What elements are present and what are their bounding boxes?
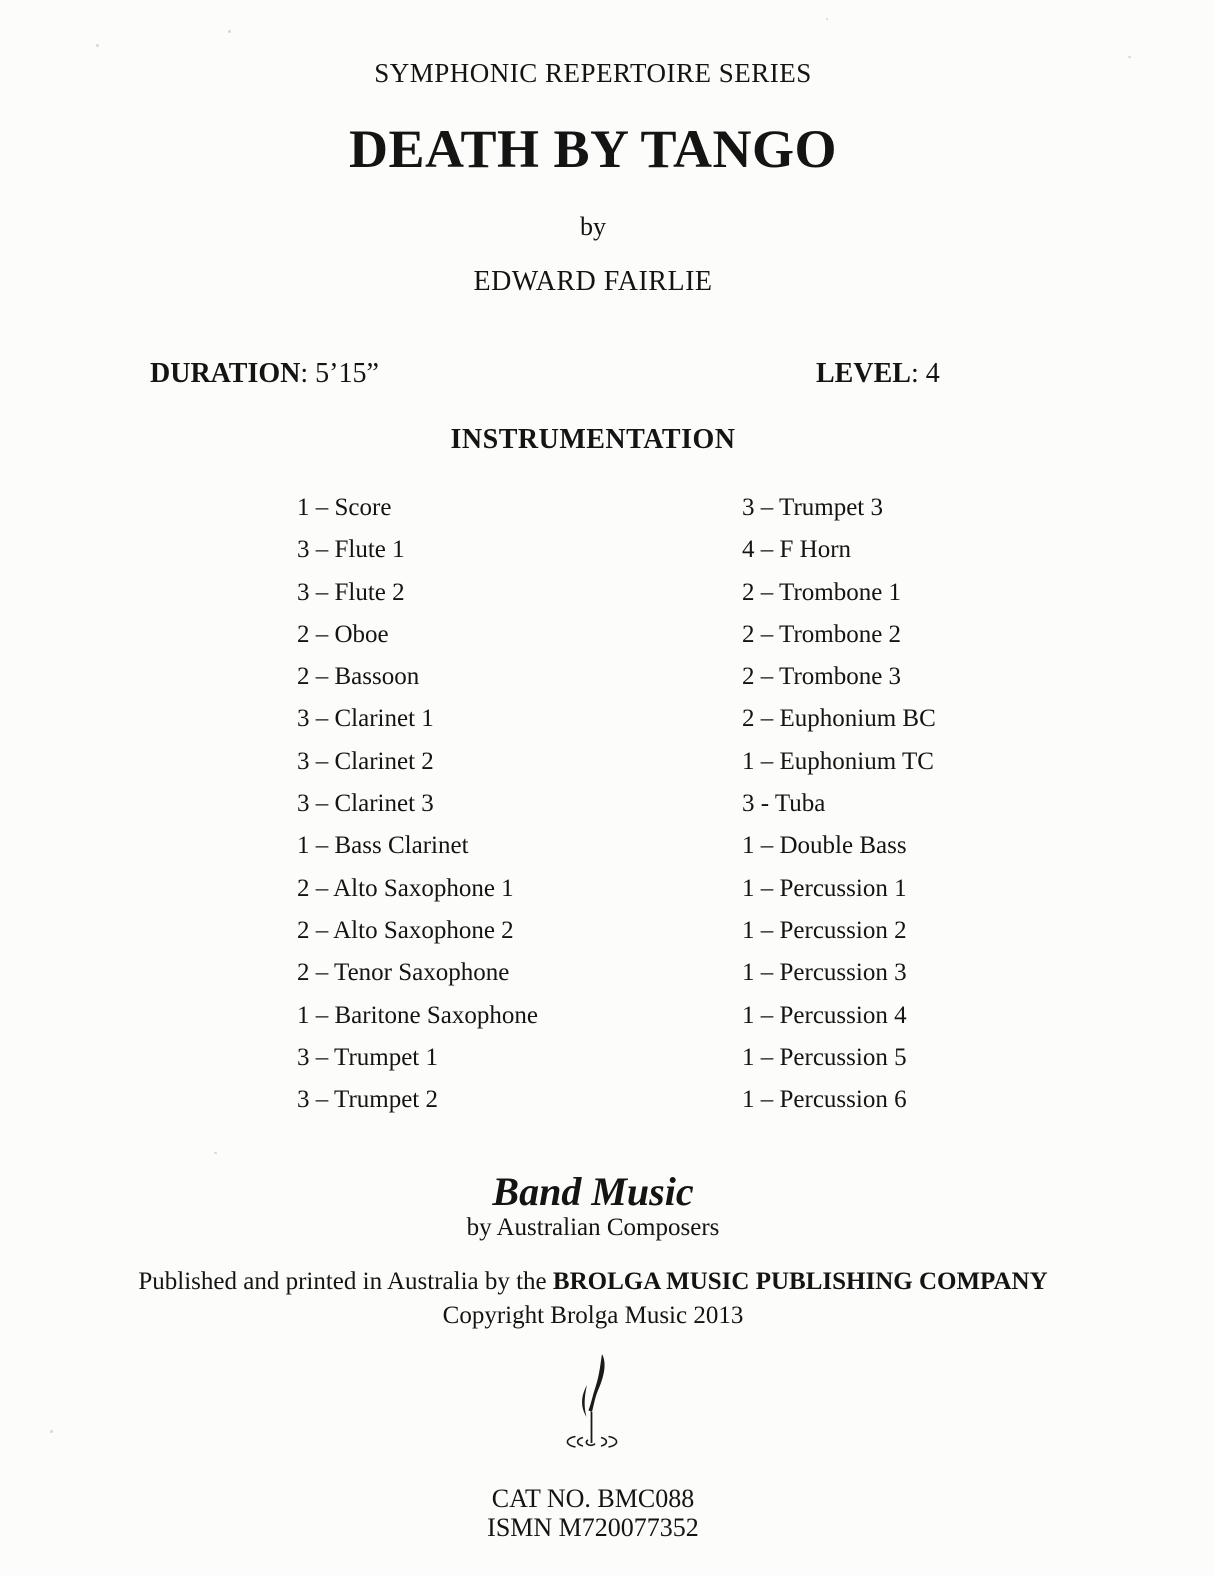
instrumentation-item: 1 – Percussion 1 [742,874,907,902]
instrumentation-heading: INSTRUMENTATION [450,424,736,455]
level-field [816,358,940,390]
instrumentation-column-right [742,487,936,1121]
instrumentation-item: 3 – Trumpet 1 [297,1043,439,1071]
scan-speck [228,30,231,33]
instrumentation-item: 1 – Double Bass [742,832,907,860]
instrumentation-item: 1 – Euphonium TC [742,747,934,775]
series-title: SYMPHONIC REPERTOIRE SERIES [374,58,812,88]
instrumentation-item: 3 – Flute 2 [297,578,405,606]
scan-speck [826,18,828,20]
copyright-line: Copyright Brolga Music 2013 [442,1302,744,1329]
instrumentation-item: 1 – Percussion 2 [742,916,907,944]
instrumentation-item: 1 – Percussion 6 [742,1086,907,1114]
instrumentation-item: 2 – Bassoon [297,663,420,691]
instrumentation-item: 2 – Euphonium BC [742,705,936,733]
by-label: by [580,212,606,241]
instrumentation-item: 1 – Baritone Saxophone [297,1001,538,1029]
instrumentation-item: 3 – Trumpet 3 [742,494,884,521]
brand-subtitle: by Australian Composers [466,1214,720,1241]
instrumentation-item: 2 – Tenor Saxophone [297,959,510,987]
publisher-name: BROLGA MUSIC PUBLISHING COMPANY [552,1268,1048,1295]
page-title: DEATH BY TANGO [348,119,838,179]
published-line [0,1268,1186,1296]
level-value: : 4 [910,358,940,389]
duration-label: DURATION [150,358,301,389]
instrumentation-item: 4 – F Horn [742,536,852,564]
instrumentation-item: 1 – Score [297,494,392,521]
duration-field [150,358,379,390]
duration-value: : 5’15” [300,358,379,389]
published-prefix: Published and printed in Australia by the [138,1268,553,1295]
scan-speck [1128,56,1131,58]
instrumentation-item: 2 – Alto Saxophone 1 [297,874,514,902]
scan-speck [50,1430,53,1433]
brolga-crane-in-water-icon [561,1445,625,1462]
instrumentation-item: 2 – Alto Saxophone 2 [297,916,514,944]
scan-speck [214,1152,217,1154]
instrumentation-item: 2 – Trombone 1 [742,578,902,606]
instrumentation-item: 3 - Tuba [742,790,826,818]
instrumentation-item: 3 – Flute 1 [297,536,405,564]
instrumentation-item: 2 – Trombone 2 [742,620,902,648]
scan-speck [96,44,99,47]
instrumentation-item: 3 – Clarinet 1 [297,705,434,733]
instrumentation-item: 3 – Trumpet 2 [297,1086,439,1114]
composer-name: EDWARD FAIRLIE [473,266,713,297]
catalog-number: CAT NO. BMC088 [491,1484,695,1513]
brand-title: Band Music [492,1169,694,1214]
instrumentation-item: 3 – Clarinet 2 [297,747,434,775]
instrumentation-column-left [297,487,538,1121]
instrumentation-item: 1 – Percussion 3 [742,959,907,987]
level-label: LEVEL [816,358,911,389]
instrumentation-item: 3 – Clarinet 3 [297,790,434,818]
ismn-number: ISMN M720077352 [487,1513,699,1542]
instrumentation-item: 1 – Percussion 4 [742,1001,907,1029]
publisher-logo [0,1352,1186,1458]
instrumentation-item: 1 – Bass Clarinet [297,832,469,860]
instrumentation-item: 2 – Trombone 3 [742,663,902,691]
instrumentation-item: 2 – Oboe [297,620,389,648]
instrumentation-item: 1 – Percussion 5 [742,1043,907,1071]
